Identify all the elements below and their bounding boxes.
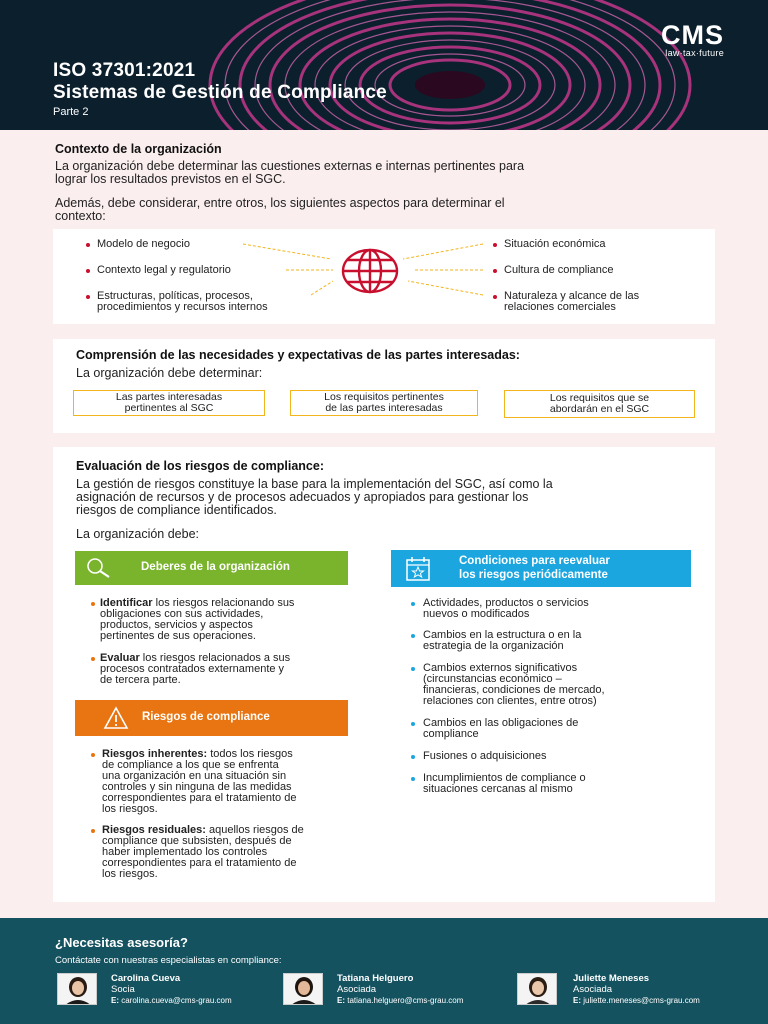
contexto-heading: Contexto de la organización xyxy=(55,142,222,156)
condiciones-item-2-line2: estrategia de la organización xyxy=(423,640,564,652)
bullet-dot xyxy=(411,634,415,638)
contact-role: Asociada xyxy=(573,984,613,995)
logo-tagline: law·tax·future xyxy=(665,48,724,58)
condiciones-card-header xyxy=(391,550,691,587)
contexto-left-item-3-line1: Estructuras, políticas, procesos, xyxy=(97,290,253,302)
bullet-dot xyxy=(91,753,95,757)
globe-icon xyxy=(340,247,400,295)
inherentes-line6: los riesgos. xyxy=(102,803,158,815)
avatar xyxy=(57,973,97,1005)
contact-name: Carolina Cueva xyxy=(111,973,181,984)
email-label: E: xyxy=(573,996,581,1005)
riesgos-paragraph-line3: riesgos de compliance identificados. xyxy=(76,503,277,517)
residuales-line4: correspondientes para el tratamiento de xyxy=(102,857,297,869)
bullet-dot xyxy=(493,295,497,299)
condiciones-item-5: Fusiones o adquisiciones xyxy=(423,750,547,762)
residuales-line2: compliance que subsisten, después de xyxy=(102,835,292,847)
logo-text: CMS xyxy=(661,20,724,50)
bullet-dot xyxy=(91,829,95,833)
bullet-dot xyxy=(411,777,415,781)
riesgos-paragraph-line2: asignación de recursos y de procesos adecuados y apropiados para gestionar los xyxy=(76,490,529,504)
riesgos-compliance-title: Riesgos de compliance xyxy=(142,711,270,723)
avatar xyxy=(283,973,323,1005)
contexto-right-item-3-line1: Naturaleza y alcance de las xyxy=(504,290,640,302)
riesgos-paragraph-line1: La gestión de riesgos constituye la base para la implementación del SGC, así como la xyxy=(76,477,553,491)
inherentes-rest: todos los riesgos xyxy=(207,748,293,760)
condiciones-item-1-line1: Actividades, productos o servicios xyxy=(423,597,589,609)
bullet-dot xyxy=(91,657,95,661)
contexto-left-item-3-line2: procedimientos y recursos internos xyxy=(97,301,268,313)
footer-subtitle: Contáctate con nuestras especialistas en compliance: xyxy=(55,955,282,966)
page-subtitle: Parte 2 xyxy=(53,106,89,118)
condiciones-item-3-line4: relaciones con clientes, entre otros) xyxy=(423,695,597,707)
person-photo xyxy=(284,974,323,1005)
partes-box-1-line1: Las partes interesadas xyxy=(115,391,223,403)
partes-box-3-line2: abordarán en el SGC xyxy=(549,403,650,415)
contact-email[interactable] xyxy=(337,996,463,1005)
email-label: E: xyxy=(111,996,119,1005)
deberes-item-1-line2: obligaciones con sus actividades, xyxy=(100,608,264,620)
contexto-right-item-2: Cultura de compliance xyxy=(504,264,614,276)
condiciones-item-3-line3: financieras, condiciones de mercado, xyxy=(423,684,605,696)
riesgos-intro: La organización debe: xyxy=(76,527,200,541)
deberes-item-2-line3: de tercera parte. xyxy=(100,674,181,686)
riesgos-heading: Evaluación de los riesgos de compliance: xyxy=(76,459,324,473)
inherentes-line2: de compliance a los que se enfrenta xyxy=(102,759,279,771)
condiciones-title-line2: los riesgos periódicamente xyxy=(459,569,608,581)
page-title-line1: ISO 37301:2021 xyxy=(53,60,196,81)
contexto-paragraph-2-line1: Además, debe considerar, entre otros, los siguientes aspectos para determinar el xyxy=(55,196,505,210)
residuales-rest: aquellos riesgos de xyxy=(205,824,304,836)
deberes-item-2-line2: procesos contratados externamente y xyxy=(100,663,285,675)
page-title-line2: Sistemas de Gestión de Compliance xyxy=(53,82,387,103)
condiciones-item-4-line2: compliance xyxy=(423,728,479,740)
residuales-bold: Riesgos residuales: xyxy=(102,824,206,836)
condiciones-item-4-line1: Cambios en las obligaciones de xyxy=(423,717,579,729)
condiciones-item-6-line1: Incumplimientos de compliance o xyxy=(423,772,586,784)
contact-role: Asociada xyxy=(337,984,377,995)
contexto-left-item-2: Contexto legal y regulatorio xyxy=(97,264,231,276)
partes-box-1 xyxy=(73,390,265,416)
contexto-paragraph-1-line1: La organización debe determinar las cuestiones externas e internas pertinentes para xyxy=(55,159,525,173)
deberes-card-header xyxy=(75,551,348,585)
bullet-dot xyxy=(86,269,90,273)
bullet-dot xyxy=(86,243,90,247)
deberes-item-1-rest: los riesgos relacionando sus xyxy=(152,597,295,609)
partes-box-3-line1: Los requisitos que se xyxy=(549,392,650,404)
inherentes-line4: controles y sin ninguna de las medidas xyxy=(102,781,292,793)
partes-box-2-line1: Los requisitos pertinentes xyxy=(324,391,444,403)
condiciones-item-6-line2: situaciones cercanas al mismo xyxy=(423,783,573,795)
footer-title: ¿Necesitas asesoría? xyxy=(55,935,188,950)
partes-box-3 xyxy=(504,390,695,418)
bullet-dot xyxy=(86,295,90,299)
condiciones-title-line1: Condiciones para reevaluar xyxy=(459,555,610,567)
deberes-item-2-bold: Evaluar xyxy=(100,652,140,664)
header-banner xyxy=(0,0,768,130)
contact-email[interactable] xyxy=(111,996,232,1005)
contexto-box xyxy=(53,229,715,324)
bullet-dot xyxy=(91,602,95,606)
bullet-dot xyxy=(411,667,415,671)
contexto-left-item-1: Modelo de negocio xyxy=(97,238,190,250)
email-address[interactable]: juliette.meneses@cms-grau.com xyxy=(581,996,700,1005)
partes-box-1-line2: pertinentes al SGC xyxy=(124,402,214,414)
deberes-title: Deberes de la organización xyxy=(141,561,290,573)
magnifier-icon xyxy=(86,557,112,579)
partes-box-2-line2: de las partes interesadas xyxy=(325,402,443,414)
contact-email[interactable] xyxy=(573,996,700,1005)
contact-name: Juliette Meneses xyxy=(573,973,650,984)
email-address[interactable]: carolina.cueva@cms-grau.com xyxy=(119,996,232,1005)
deberes-item-1-line3: productos, servicios y aspectos xyxy=(100,619,253,631)
email-address[interactable]: tatiana.helguero@cms-grau.com xyxy=(345,996,464,1005)
contact-role: Socia xyxy=(111,984,135,995)
person-photo xyxy=(58,974,97,1005)
contexto-right-item-1: Situación económica xyxy=(504,238,606,250)
deberes-item-1-bold: Identificar xyxy=(100,597,153,609)
contexto-paragraph-1-line2: lograr los resultados previstos en el SGC. xyxy=(55,172,286,186)
bullet-dot xyxy=(411,602,415,606)
avatar xyxy=(517,973,557,1005)
bullet-dot xyxy=(411,755,415,759)
contexto-right-item-3-line2: relaciones comerciales xyxy=(504,301,616,313)
warning-icon xyxy=(103,706,129,730)
cms-logo xyxy=(661,22,724,58)
partes-heading: Comprensión de las necesidades y expectativas de las partes interesadas: xyxy=(76,348,520,362)
riesgos-compliance-card-header xyxy=(75,700,348,736)
condiciones-item-3-line1: Cambios externos significativos xyxy=(423,662,578,674)
partes-box xyxy=(53,339,715,433)
footer xyxy=(0,918,768,1024)
partes-intro: La organización debe determinar: xyxy=(76,366,263,380)
inherentes-line5: correspondientes para el tratamiento de xyxy=(102,792,297,804)
condiciones-item-2-line1: Cambios en la estructura o en la xyxy=(423,629,582,641)
bullet-dot xyxy=(493,269,497,273)
condiciones-item-3-line2: (circunstancias económico – xyxy=(423,673,562,685)
contact-name: Tatiana Helguero xyxy=(337,973,414,984)
deberes-item-1-line4: pertinentes de sus operaciones. xyxy=(100,630,256,642)
bullet-dot xyxy=(493,243,497,247)
inherentes-line3: una organización en una situación sin xyxy=(102,770,287,782)
bullet-dot xyxy=(411,722,415,726)
riesgos-box xyxy=(53,447,715,902)
residuales-line5: los riesgos. xyxy=(102,868,158,880)
partes-box-2 xyxy=(290,390,478,416)
residuales-line3: haber implementado los controles xyxy=(102,846,268,858)
deberes-item-2-rest: los riesgos relacionados a sus xyxy=(139,652,291,664)
email-label: E: xyxy=(337,996,345,1005)
calendar-icon xyxy=(405,555,431,582)
condiciones-item-1-line2: nuevos o modificados xyxy=(423,608,530,620)
contexto-paragraph-2-line2: contexto: xyxy=(55,209,106,223)
person-photo xyxy=(518,974,557,1005)
inherentes-bold: Riesgos inherentes: xyxy=(102,748,208,760)
